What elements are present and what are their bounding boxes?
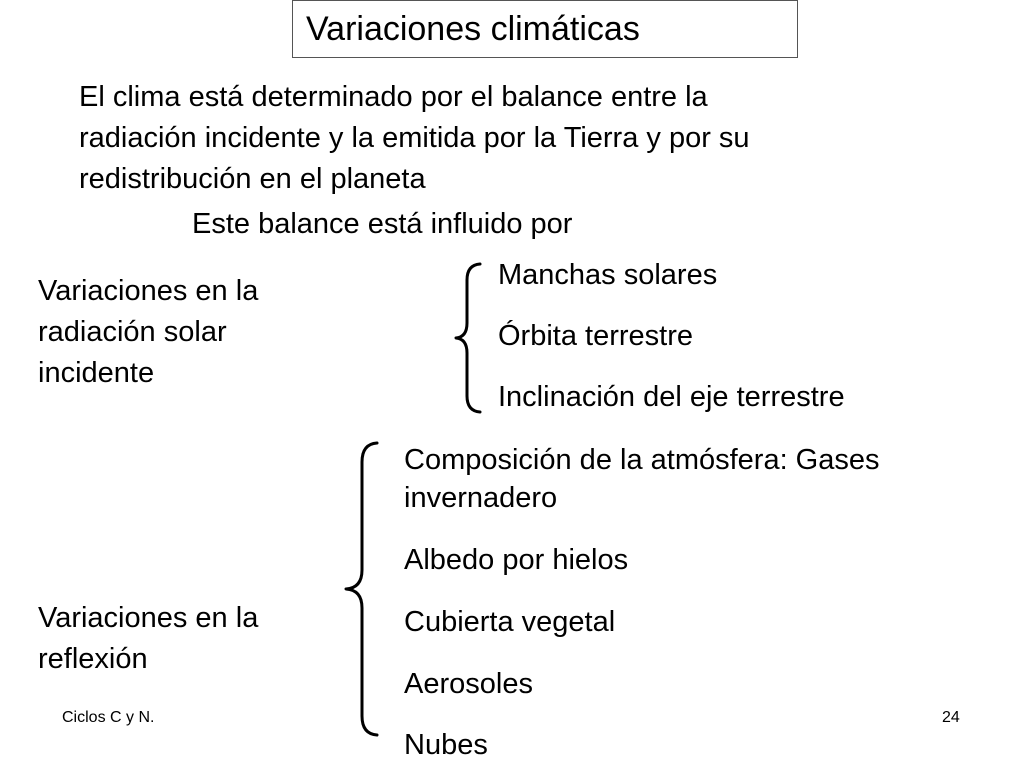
left-brace-solar — [450, 262, 490, 414]
group-label-reflection — [38, 598, 258, 680]
list-item-text: Cubierta vegetal — [404, 606, 616, 638]
intro-paragraph — [79, 77, 959, 200]
title-box — [292, 0, 798, 58]
intro-line: El clima está determinado por el balance entre la — [79, 81, 708, 113]
page-number: 24 — [942, 709, 960, 726]
list-item-text: Órbita terrestre — [498, 320, 693, 352]
list-item — [404, 541, 628, 579]
left-brace-reflection — [335, 440, 385, 738]
list-item — [404, 665, 533, 703]
balance-statement: Este balance está influido por — [192, 208, 573, 240]
list-item-text: Albedo por hielos — [404, 544, 629, 576]
list-item-text: Inclinación del eje terrestre — [498, 381, 845, 413]
list-item-text: Manchas solares — [498, 259, 718, 291]
list-item — [498, 378, 845, 416]
group-label-line: radiación solar — [38, 316, 227, 348]
list-item — [498, 317, 693, 355]
group-label-solar-radiation — [38, 271, 258, 394]
list-item — [404, 726, 488, 764]
footer-left: Ciclos C y N. — [62, 709, 155, 726]
list-item-text: Composición de la atmósfera: Gases — [404, 444, 880, 476]
group-label-line: reflexión — [38, 643, 148, 675]
list-item-text: Nubes — [404, 729, 488, 761]
group-label-line: Variaciones en la — [38, 602, 259, 634]
list-item — [498, 256, 717, 294]
list-item-text: invernadero — [404, 482, 558, 514]
group-label-line: Variaciones en la — [38, 275, 259, 307]
group-label-line: incidente — [38, 357, 155, 389]
slide-title: Variaciones climáticas — [306, 10, 640, 48]
list-item — [404, 441, 880, 517]
intro-line: redistribución en el planeta — [79, 163, 426, 195]
intro-line: radiación incidente y la emitida por la Tierra y por su — [79, 122, 750, 154]
list-item — [404, 603, 615, 641]
list-item-text: Aerosoles — [404, 668, 533, 700]
